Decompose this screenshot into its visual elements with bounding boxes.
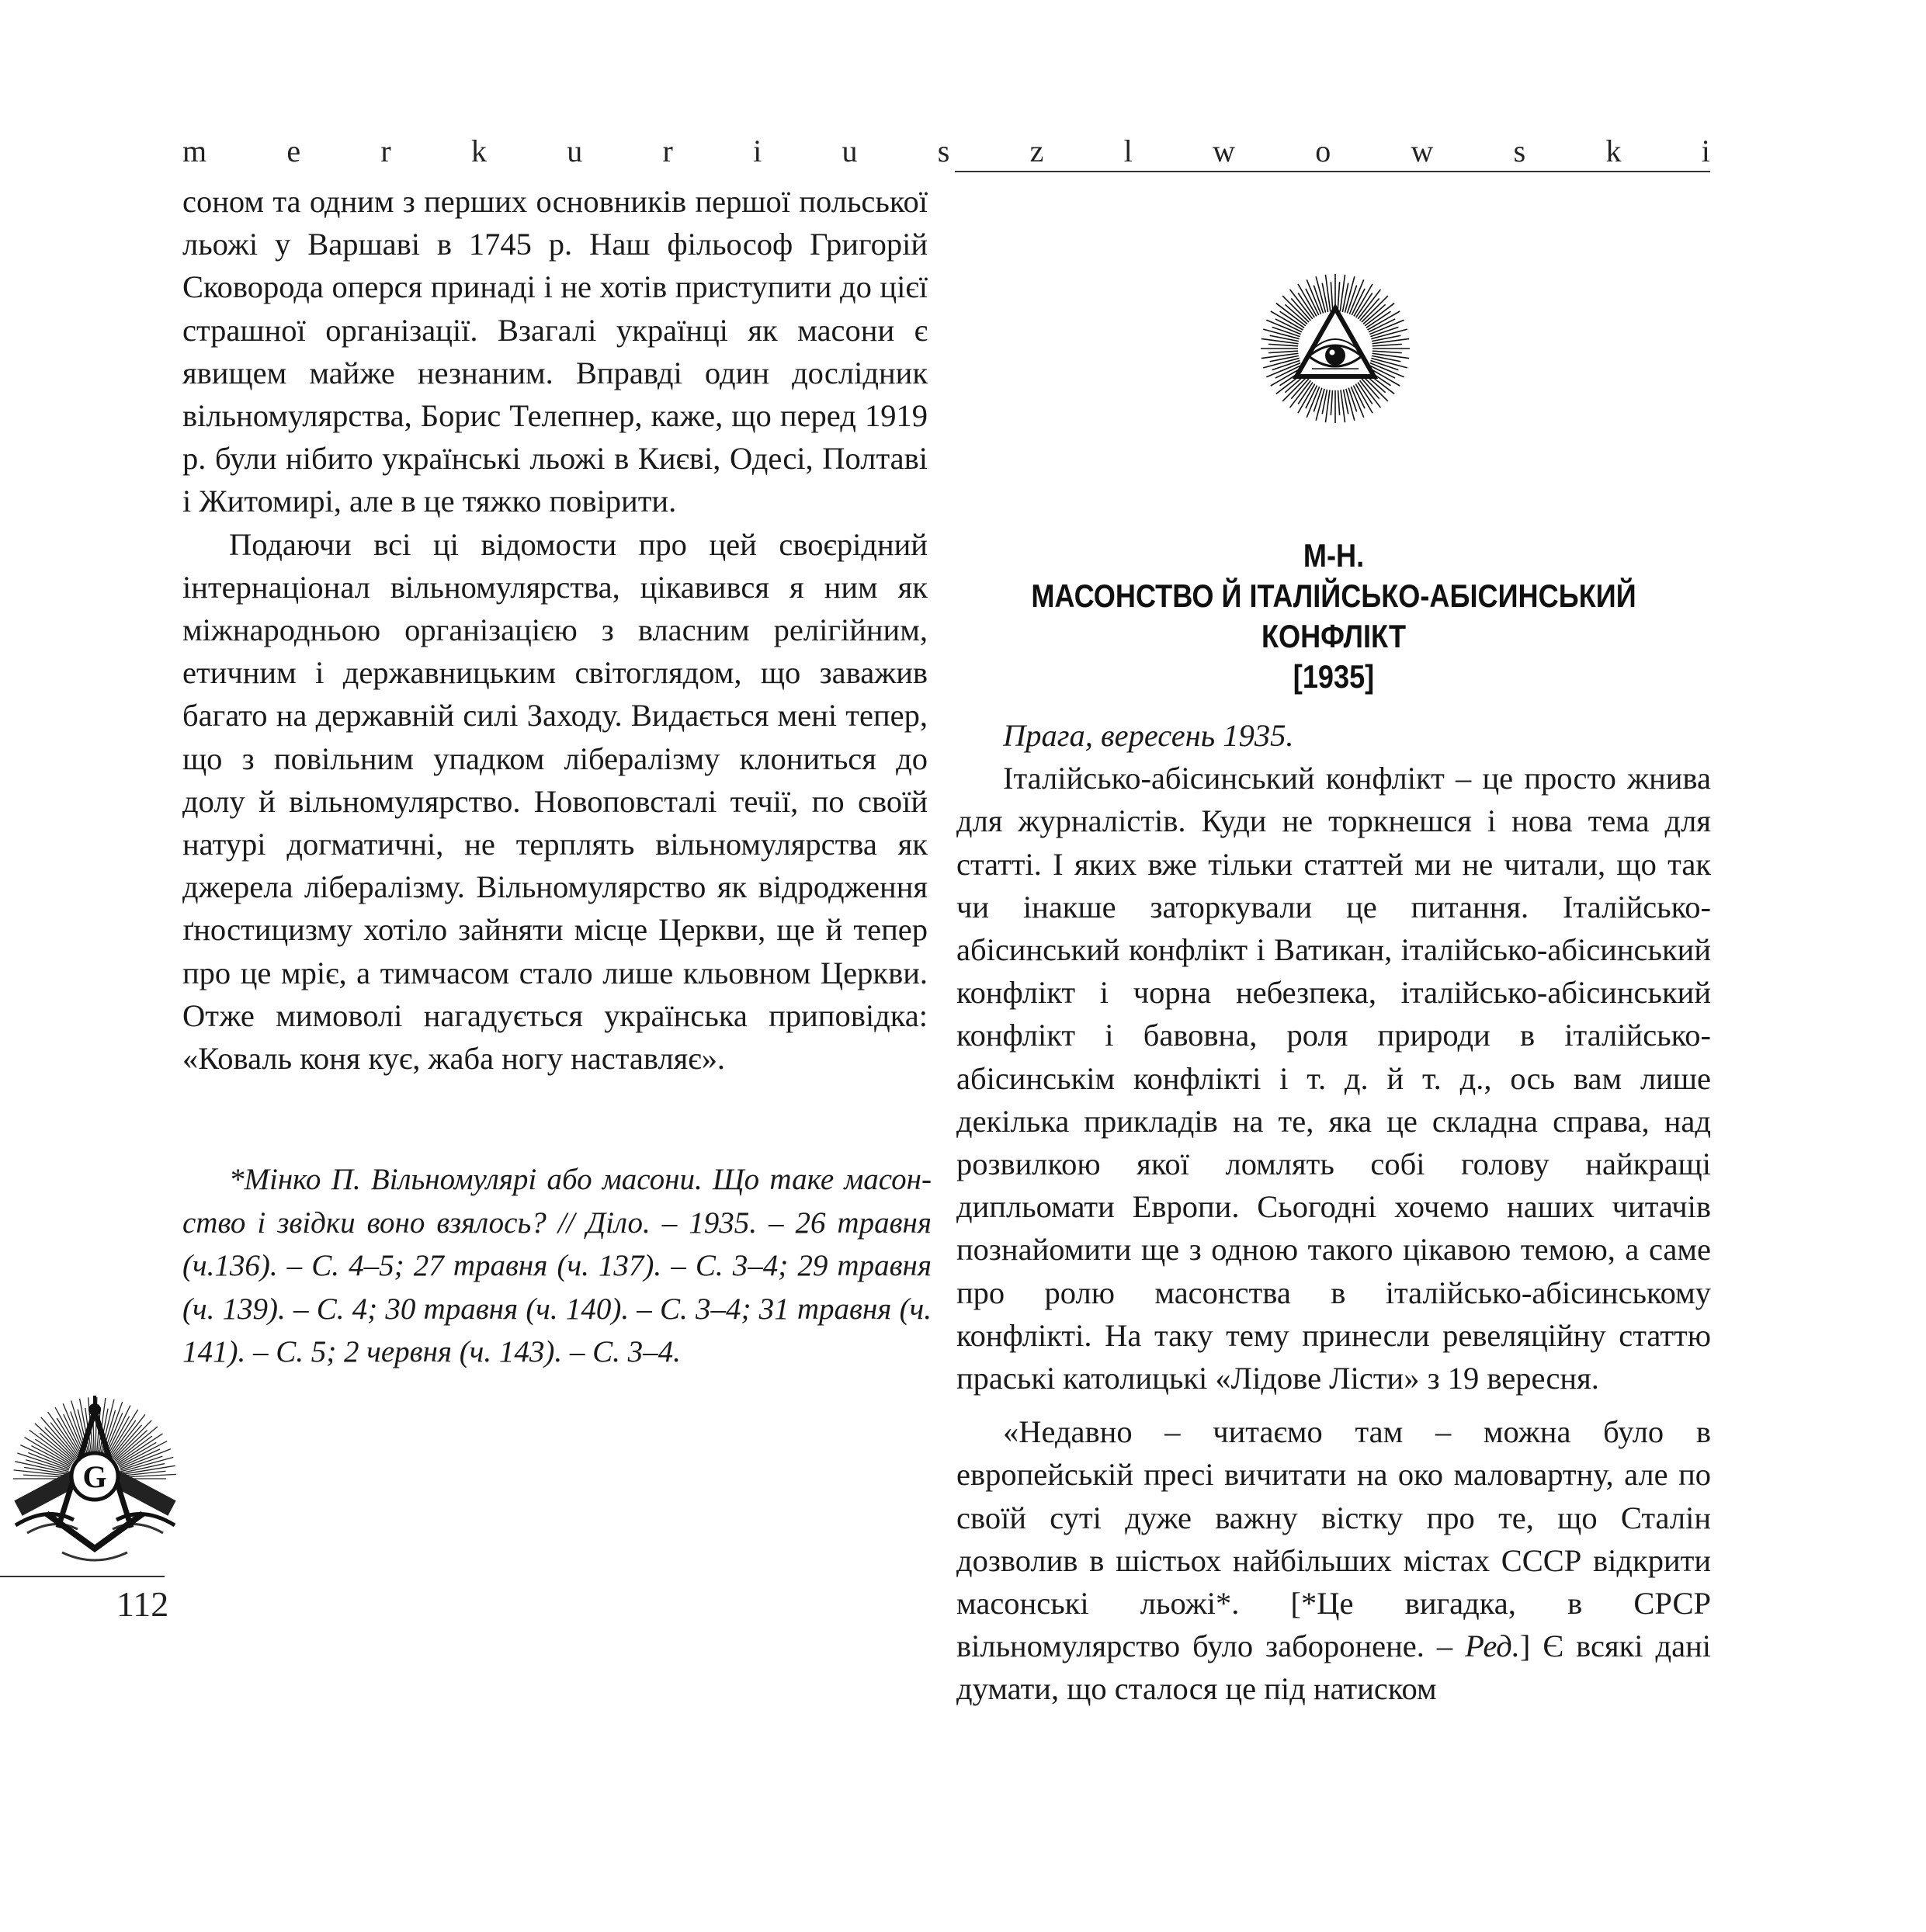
- running-header-letter: z: [1029, 134, 1044, 168]
- page-number: 112: [116, 1584, 169, 1624]
- article-dateline: Прага, вересень 1935.: [1003, 718, 1294, 753]
- running-header-letter: k: [471, 134, 488, 168]
- left-paragraph: Подаючи всі ці відомости про цей своєрідний інтернаціонал вільномулярства, цікавився я ним як міжнародньою організацією з власним релігійним, етичним і державницьким світоглядом, що заважив багато на державній силі Заходу. Видається мені тепер, що з повільним упадком лібералізму клониться до долу й вільномулярство. Новоповсталі течії, по своїй натурі догматичні, не терплять вільномулярства як джерела лібералізму. Вільномулярство як відродження ґностицизму хотіло зайняти місце Церкви, ще й тепер про це мріє, а тимчасом стало лише кльовном Церкви. Отже мимоволі нагадується українська приповідка: «Коваль коня кує, жаба ногу наставляє».: [182, 526, 928, 1077]
- running-header-letter: k: [1605, 134, 1622, 168]
- running-header-letter: i: [1701, 134, 1710, 168]
- article-author: М-Н.: [1303, 537, 1365, 574]
- right-column: [956, 714, 1711, 1711]
- article-paragraph: [956, 1410, 1711, 1710]
- article-title-line: КОНФЛІКТ: [1261, 618, 1407, 654]
- footer-rule: [0, 1576, 165, 1577]
- article-paragraph-text: «Недавно – читаємо там – можна було в европейській пресі вичитати на око маловартну, але по своїй суті дуже важну вістку про те, що Сталін дозволив в шістьох найбільших містах СССР відкрити масонські льожі*. [*Це вигадка, в СРСР вільномулярство було заборонене. –: [956, 1414, 1711, 1664]
- running-header-letter: i: [753, 134, 762, 168]
- running-header-letter: r: [380, 134, 391, 168]
- running-header-letter: e: [286, 134, 301, 168]
- running-header-letter: r: [662, 134, 673, 168]
- header-rule: [955, 171, 1710, 172]
- article-year: [1935]: [1293, 658, 1375, 695]
- running-header-letter: u: [567, 134, 583, 168]
- editor-note: Ред.: [1465, 1628, 1520, 1664]
- left-column: [182, 180, 928, 1080]
- svg-text:G: G: [82, 1459, 107, 1494]
- running-header-letter: w: [1213, 134, 1235, 168]
- article-heading: [1009, 536, 1658, 697]
- eye-in-triangle-icon: [1258, 268, 1413, 423]
- square-and-compass-icon: [0, 1389, 190, 1568]
- running-header-letter: l: [1123, 134, 1133, 168]
- article-title-line: МАСОНСТВО Й ІТАЛІЙСЬКО-АБІСИНСЬКИЙ: [1031, 578, 1636, 614]
- running-header-letter: o: [1315, 134, 1331, 168]
- running-header: [182, 130, 1710, 169]
- running-header-letter: s: [937, 134, 950, 168]
- running-header-letter: s: [1513, 134, 1526, 168]
- left-paragraph: соном та одним з перших основників першої польської льожі у Варшаві в 1745 р. Наш фільософ Григорій Сковорода оперся принаді і не хотів приступити до цієї страшної організації. Взагалі українці як масони є явищем майже незнаним. Вправді один дослідник вільномулярства, Борис Телепнер, каже, що перед 1919 р. були нібито українські льожі в Києві, Одесі, Полтаві і Житомирі, але в це тяжко повірити.: [182, 184, 928, 519]
- running-header-letter: w: [1411, 134, 1434, 168]
- running-header-letter: u: [842, 134, 858, 168]
- source-footnote: *Мінко П. Вільномулярі або масони. Що таке масонство і звідки воно взялось? // Діло. – 1935. – 26 травня (ч.136). – С. 4–5; 27 травня (ч. 137). – С. 3–4; 29 травня (ч. 139). – С. 4; 30 травня (ч. 140). – С. 3–4; 31 травня (ч. 141). – С. 5; 2 червня (ч. 143). – С. 3–4.: [182, 1163, 932, 1369]
- article-paragraph: Італійсько-абісинський конфлікт – це просто жнива для журналістів. Куди не торкнешся і нова тема для статті. І яких вже тільки статтей ми не читали, що так чи інакше заторкували це питання. Італійсько-абісинський конфлікт і Ватикан, італійсько-абісинський конфлікт і чорна небезпека, італійсько-абісинський конфлікт і бавовна, роля природи в італійсько-абісинськім конфлікті і т. д. й т. д., ось вам лише декілька прикладів на те, яка це складна справа, над розвилкою якої ломлять собі голову найкращі дипльомати Европи. Сьогодні хочемо наших читачів познайомити ще з одною такого цікавою темою, а саме про ролю масонства в італійсько-абісинському конфлікті. На таку тему принесли ревеляційну статтю праські католицькі «Лідове Лісти» з 19 вересня.: [956, 761, 1711, 1396]
- article-paragraph-text: ] Є всякі дані думати, що сталося це під натиском: [956, 1628, 1711, 1707]
- running-header-letter: m: [182, 134, 207, 168]
